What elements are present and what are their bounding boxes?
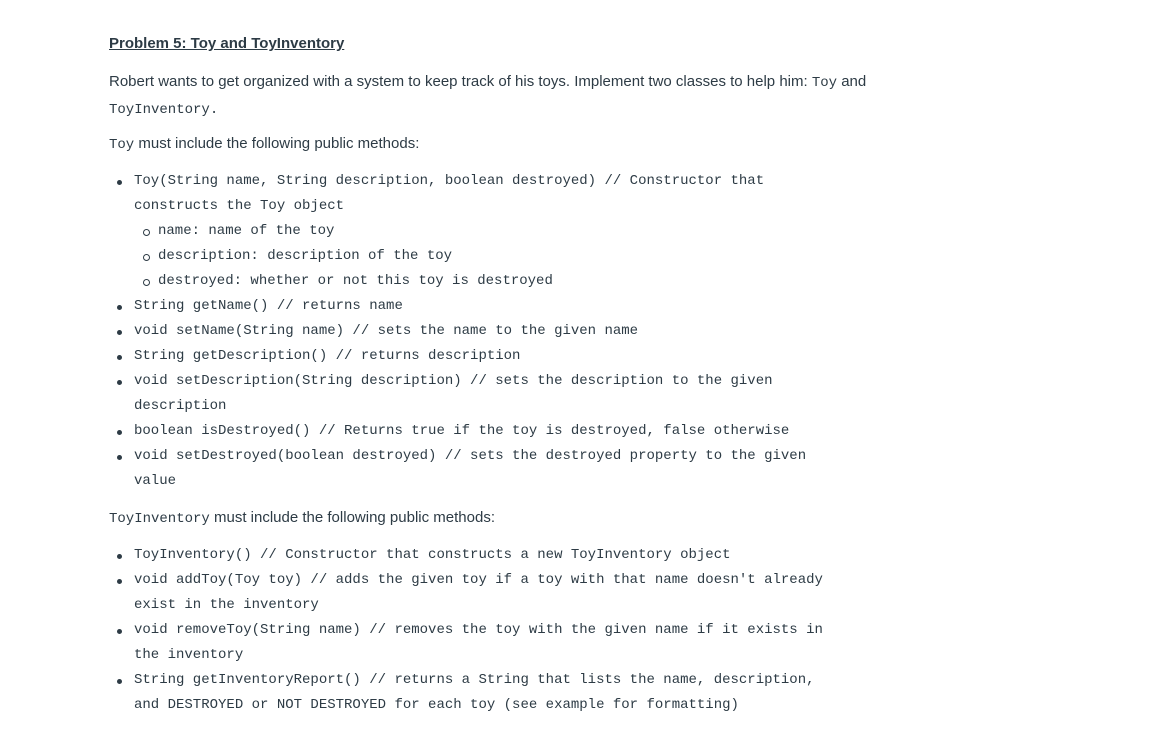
method-addtoy: void addToy(Toy toy) // adds the given toy if a toy with that name doesn't already	[134, 572, 823, 588]
method-getdescription: String getDescription() // returns description	[134, 348, 521, 364]
bullet-icon	[117, 629, 122, 634]
bullet-icon	[117, 180, 122, 185]
method-removetoy: void removeToy(String name) // removes the toy with the given name if it exists in	[134, 622, 823, 638]
inventory-methods-label	[109, 505, 495, 532]
intro-code-toyinventory: ToyInventory.	[109, 102, 219, 118]
toy-constructor-params	[134, 219, 806, 294]
method-isdestroyed: boolean isDestroyed() // Returns true if the toy is destroyed, false otherwise	[134, 423, 790, 439]
intro-paragraph	[109, 69, 866, 123]
bullet-icon	[117, 430, 122, 435]
list-item	[109, 668, 823, 718]
method-getinventoryreport: String getInventoryReport() // returns a String that lists the name, description,	[134, 672, 815, 688]
list-item	[109, 419, 806, 444]
method-getinventoryreport-cont: and DESTROYED or NOT DESTROYED for each toy (see example for formatting)	[134, 697, 739, 713]
intro-text: Robert wants to get organized with a system to keep track of his toys. Implement two classes to help him:	[109, 73, 812, 90]
method-setdestroyed: void setDestroyed(boolean destroyed) // sets the destroyed property to the given	[134, 448, 807, 464]
inventory-class-name: ToyInventory	[109, 511, 210, 527]
method-setdescription-cont: description	[134, 398, 227, 414]
circle-bullet-icon	[143, 279, 150, 286]
toy-constructor-line1: Toy(String name, String description, boolean destroyed) // Constructor that	[134, 173, 765, 189]
circle-bullet-icon	[143, 229, 150, 236]
list-item	[109, 543, 823, 568]
intro-and: and	[837, 73, 867, 90]
toy-methods-label	[109, 131, 419, 158]
method-toyinventory-constructor: ToyInventory() // Constructor that constructs a new ToyInventory object	[134, 547, 731, 563]
list-item	[109, 344, 806, 369]
list-item	[134, 244, 806, 269]
bullet-icon	[117, 554, 122, 559]
bullet-icon	[117, 380, 122, 385]
bullet-icon	[117, 455, 122, 460]
method-addtoy-cont: exist in the inventory	[134, 597, 319, 613]
list-item	[109, 618, 823, 668]
list-item	[109, 294, 806, 319]
problem-heading: Problem 5: Toy and ToyInventory	[109, 35, 345, 52]
toy-constructor-line2: constructs the Toy object	[134, 198, 345, 214]
list-item	[109, 568, 823, 618]
list-item	[134, 269, 806, 294]
bullet-icon	[117, 355, 122, 360]
bullet-icon	[117, 305, 122, 310]
method-getname: String getName() // returns name	[134, 298, 403, 314]
param-description: description: description of the toy	[158, 248, 453, 264]
list-item	[109, 319, 806, 344]
method-removetoy-cont: the inventory	[134, 647, 244, 663]
toy-class-name: Toy	[109, 137, 135, 153]
list-item	[134, 219, 806, 244]
bullet-icon	[117, 679, 122, 684]
intro-code-toy: Toy	[811, 75, 838, 91]
list-item	[109, 444, 806, 494]
method-setname: void setName(String name) // sets the name to the given name	[134, 323, 639, 339]
inventory-method-list	[109, 543, 823, 718]
list-item	[109, 369, 806, 419]
toy-method-list	[109, 169, 806, 494]
method-setdescription: void setDescription(String description) // sets the description to the given	[134, 373, 773, 389]
toy-label-text: must include the following public methods:	[134, 135, 420, 152]
param-destroyed: destroyed: whether or not this toy is destroyed	[158, 273, 553, 289]
list-item	[109, 169, 806, 294]
bullet-icon	[117, 330, 122, 335]
circle-bullet-icon	[143, 254, 150, 261]
bullet-icon	[117, 579, 122, 584]
inventory-label-text: must include the following public methods:	[209, 509, 495, 526]
method-setdestroyed-cont: value	[134, 473, 177, 489]
param-name: name: name of the toy	[158, 223, 335, 239]
